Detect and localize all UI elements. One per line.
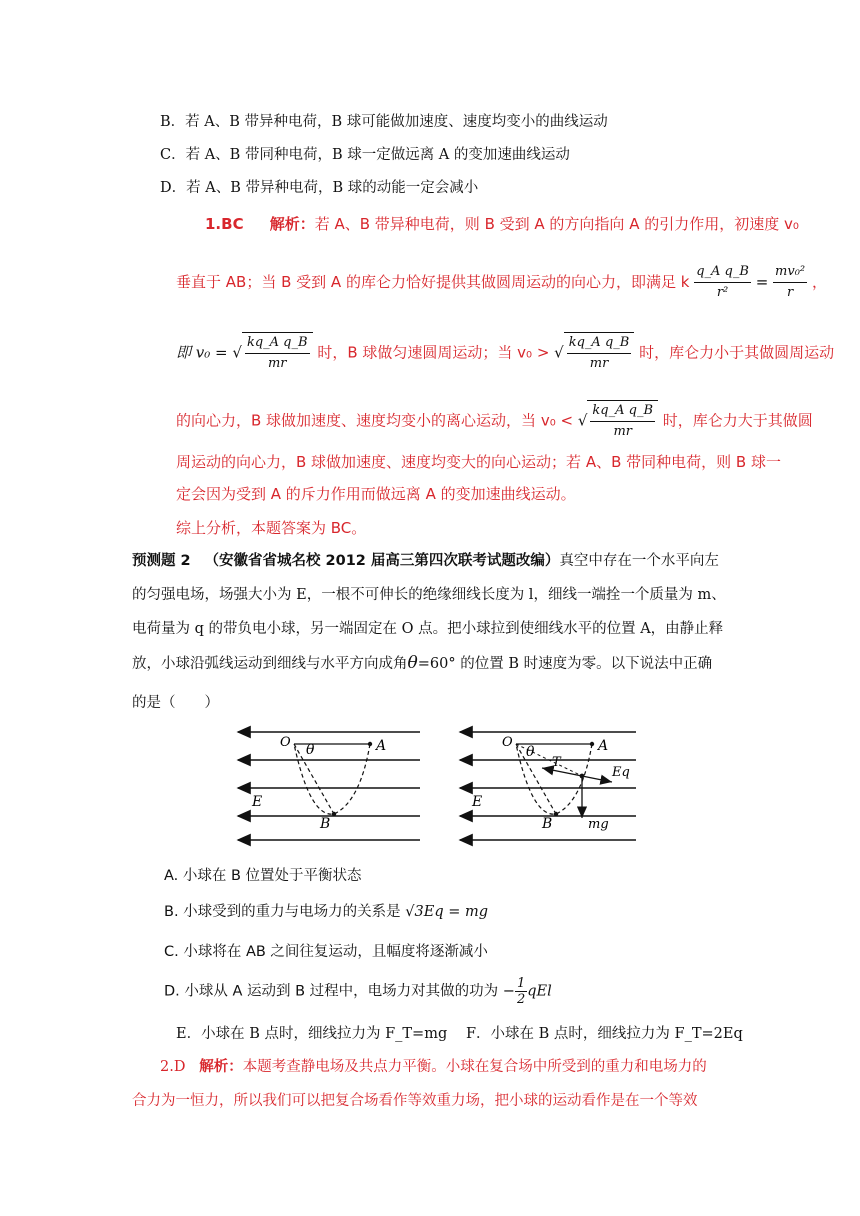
label-b-right: B (542, 816, 553, 832)
solution1-line4: 的向心力，B 球做加速度、速度均变小的离心运动，当 v₀ < √ $\frac{\text{kq\_A q\_B}}{mr}$ 时，库仑力大于其做圆 (176, 400, 813, 442)
solution1-text3b: 时，B 球做匀速圆周运动；当 v₀ > (317, 343, 550, 362)
solution2-line1 (160, 1057, 707, 1077)
option-a: A. 小球在 B 位置处于平衡状态 (164, 868, 362, 884)
label-mg-right: mg (588, 817, 609, 832)
sqrt-expression-1: $\frac{\text{kq\_A q\_B}}{mr}$ (242, 332, 313, 374)
label-a-right: A (598, 738, 609, 754)
problem2-text1: 真空中存在一个水平向左 (559, 553, 719, 569)
problem2-label: 预测题 2 (132, 553, 191, 569)
problem2-line4 (132, 653, 712, 674)
label-e-left: E (252, 794, 263, 810)
solution1-line6: 定会因为受到 A 的斥力作用而做远离 A 的变加速曲线运动。 (176, 485, 576, 503)
solution1-line3: 即 v₀ = √ $\frac{\text{kq\_A q\_B}}{mr}$ 时，B 球做匀速圆周运动；当 v₀ > √ $\frac{\text{kq\_A q\_B}}{mr}$ 时，库仑力小于其做圆周运动 (176, 332, 834, 374)
label-theta-right: θ (526, 744, 535, 760)
comma: ， (811, 273, 827, 291)
problem2-line2: 的匀强电场，场强大小为 E，一根不可伸长的绝缘细线长度为 l，细线一端拴一个质量为 m、 (132, 587, 726, 603)
equals-sign: = (755, 273, 769, 291)
option-b (164, 900, 488, 921)
problem2-line1 (132, 551, 719, 571)
problem2-line3: 电荷量为 q 的带负电小球，另一端固定在 O 点。把小球拉到使细线水平的位置 A，由静止释 (132, 621, 724, 637)
solution2-line2: 合力为一恒力，所以我们可以把复合场看作等效重力场，把小球的运动看作是在一个等效 (132, 1093, 698, 1109)
label-eq-right: Eq (612, 765, 630, 780)
problem2-text4b: =60° 的位置 B 时速度为零。以下说法中正确 (417, 656, 713, 672)
solution2-label: 解析： (199, 1058, 243, 1075)
solution1-label: 解析： (269, 215, 315, 233)
solution2-answer: 2.D (160, 1059, 186, 1075)
v0-equals: 即 v₀ = (176, 343, 228, 362)
label-o-right: O (502, 735, 513, 750)
problem2-text4a: 放，小球沿弧线运动到细线与水平方向成角 (132, 656, 408, 672)
problem2-source: （安徽省省城名校 2012 届高三第四次联考试题改编） (204, 553, 560, 569)
solution1-text2: 垂直于 AB；当 B 受到 A 的库仑力恰好提供其做圆周运动的向心力，即满足 k (176, 273, 690, 291)
option-d-top: D．若 A、B 带异种电荷，B 球的动能一定会减小 (160, 180, 479, 196)
label-e-right: E (472, 794, 483, 810)
solution1-text1: 若 A、B 带异种电荷，则 B 受到 A 的方向指向 A 的引力作用，初速度 v₀ (314, 215, 799, 233)
solution1-text4a: 的向心力，B 球做加速度、速度均变小的离心运动，当 v₀ < (176, 411, 574, 430)
option-b-math: √3Eq = mg (405, 904, 489, 920)
solution1-text3c: 时，库仑力小于其做圆周运动 (639, 343, 835, 362)
option-d (164, 976, 552, 1007)
label-a-left: A (376, 738, 387, 754)
option-f: F．小球在 B 点时，细线拉力为 F_T=2Eq (466, 1026, 743, 1042)
left-diagram (238, 732, 420, 840)
option-d-math: qEl (527, 983, 552, 1000)
fraction-mv2-r: $\frac{\text{mv₀²}}{r}$ (775, 264, 806, 300)
solution1-line2 (176, 262, 827, 303)
sqrt-expression-2: $\frac{\text{kq\_A q\_B}}{mr}$ (564, 332, 635, 374)
label-t-right: T (552, 755, 561, 770)
solution2-text1: 本题考查静电场及共点力平衡。小球在复合场中所受到的重力和电场力的 (242, 1059, 707, 1075)
label-theta-left: θ (306, 742, 315, 758)
problem2-line5: 的是（ ） (132, 695, 219, 711)
theta-symbol: θ (407, 653, 418, 673)
fraction-qaqb-r2: $\frac{\text{q\_A q\_B}}{\text{r²}}$ (696, 264, 749, 300)
solution1-answer: 1.BC (205, 215, 244, 233)
fraction-one-half: $\frac{1}{2}$ (516, 976, 526, 1007)
option-b-text: B. 小球受到的重力与电场力的关系是 (164, 904, 401, 920)
solution1-line7: 综上分析，本题答案为 BC。 (176, 519, 367, 537)
option-d-text: D. 小球从 A 运动到 B 过程中，电场力对其做的功为 − (164, 983, 515, 1000)
option-c-top: C．若 A、B 带同种电荷，B 球一定做远离 A 的变加速曲线运动 (160, 147, 570, 163)
option-c: C. 小球将在 AB 之间往复运动，且幅度将逐渐减小 (164, 944, 488, 960)
label-b-left: B (320, 816, 331, 832)
solution1-line1 (205, 214, 799, 234)
solution1-line5: 周运动的向心力，B 球做加速度、速度均变大的向心运动；若 A、B 带同种电荷，则 B 球一 (176, 453, 781, 471)
option-e: E．小球在 B 点时，细线拉力为 F_T=mg (176, 1026, 448, 1042)
right-diagram (460, 732, 636, 840)
electric-field-diagrams (230, 722, 640, 852)
sqrt-expression-3: $\frac{\text{kq\_A q\_B}}{mr}$ (587, 400, 658, 442)
label-o-left: O (280, 735, 291, 750)
option-b-top: B．若 A、B 带异种电荷，B 球可能做加速度、速度均变小的曲线运动 (160, 114, 608, 130)
solution1-text4b: 时，库仑力大于其做圆 (662, 411, 813, 430)
